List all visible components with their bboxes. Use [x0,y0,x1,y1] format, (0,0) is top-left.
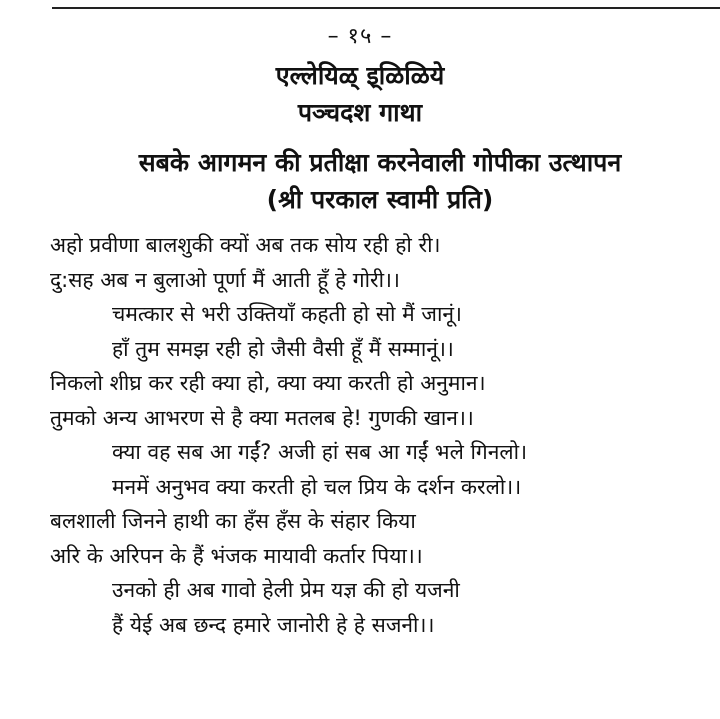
verse-line: दु:सह अब न बुलाओ पूर्णा मैं आती हूँ हे गोरी।। [50,267,400,292]
section-dedication: (श्री परकाल स्वामी प्रति) [266,185,494,214]
verse-line: निकलो शीघ्र कर रही क्या हो, क्या क्या करती हो अनुमान। [50,371,486,395]
verse-line: हाँ तुम समझ रही हो जैसी वैसी हूँ मैं सम्मानूं।। [112,336,454,361]
verse-line: तुमको अन्य आभरण से है क्या मतलब हे! गुणकी खान।। [50,405,474,430]
verse-line: उनको ही अब गावो हेली प्रेम यज्ञ की हो यजनी [112,578,460,602]
verse-line: अरि के अरिपन के हैं भंजक मायावी कर्तार पिया।। [50,543,423,568]
verse-line: अहो प्रवीणा बालशुकी क्यों अब तक सोय रही हो री। [50,233,441,257]
verse-line: क्या वह सब आ गईं? अजी हां सब आ गईं भले गिनलो। [112,440,528,464]
chapter-subtitle: पञ्चदश गाथा [297,98,423,127]
chapter-title: एल्लेयिळ् इ्ळिळिये [275,61,445,90]
verse-list [50,228,710,642]
verse-line: हैं येई अब छन्द हमारे जानोरी हे हे सजनी।। [112,612,435,637]
verse-line: मनमें अनुभव क्या करती हो चल प्रिय के दर्शन करलो।। [112,474,522,499]
verse-line: चमत्कार से भरी उक्तियाँ कहती हो सो मैं जानूं। [112,302,463,326]
top-rule [52,7,720,9]
verse-line: बलशाली जिनने हाथी का हँस हँस के संहार किया [50,509,416,533]
section-heading: सबके आगमन की प्रतीक्षा करनेवाली गोपीका उत्थापन [138,148,622,177]
page-number: – १५ – [327,24,393,49]
